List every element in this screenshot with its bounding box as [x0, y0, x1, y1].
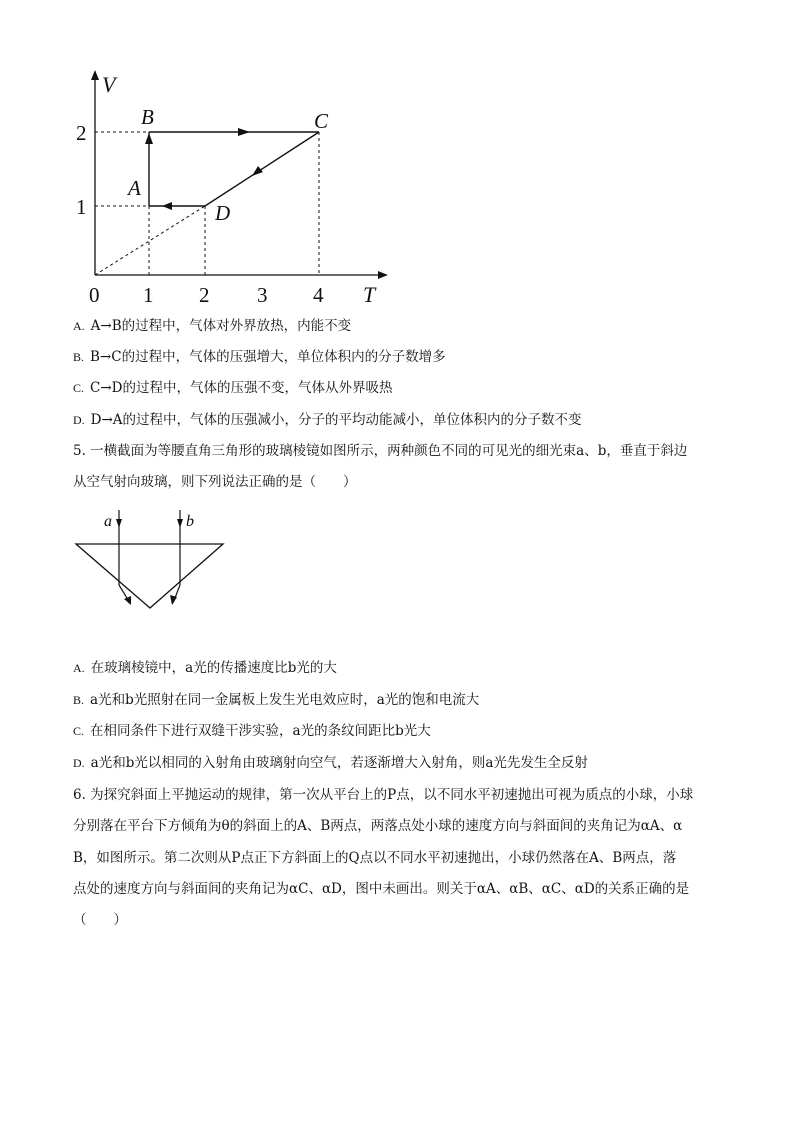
q6-line1: 6. 为探究斜面上平抛运动的规律，第一次从平台上的P点，以不同水平初速抛出可视为质点的小球，小球 — [73, 787, 694, 803]
q5-option-c: C. 在相同条件下进行双缝干涉实验，a光的条纹间距比b光大 — [73, 723, 431, 739]
arrow-ab — [145, 133, 153, 144]
beam-a-arrow-out — [124, 596, 131, 605]
q6-line4: 点处的速度方向与斜面间的夹角记为αC、αD，图中未画出。则关于αA、αB、αC、αD的关系正确的是 — [73, 881, 690, 897]
y-tick-2: 2 — [76, 121, 87, 145]
q6-line2: 分别落在平台下方倾角为θ的斜面上的A、B两点，两落点处小球的速度方向与斜面间的夹角记为αA、α — [73, 818, 683, 834]
beam-a-arrow-down — [116, 519, 122, 528]
arrow-bc — [238, 128, 250, 136]
segment-cd — [205, 132, 319, 206]
q5-option-b: B. a光和b光照射在同一金属板上发生光电效应时，a光的饱和电流大 — [73, 692, 480, 708]
point-d-label: D — [215, 201, 231, 225]
prism-diagram — [70, 505, 230, 617]
point-a-label: A — [128, 176, 141, 200]
q4-option-c: C. C→D的过程中，气体的压强不变，气体从外界吸热 — [73, 380, 393, 396]
axis-t-label: T — [363, 282, 376, 307]
vt-graph — [60, 60, 400, 310]
q6-line5: （ ） — [73, 912, 127, 928]
q5-stem-line1: 5. 一横截面为等腰直角三角形的玻璃棱镜如图所示，两种颜色不同的可见光的细光束a、b，垂直于斜边 — [73, 443, 688, 459]
q4-option-b: B. B→C的过程中，气体的压强增大，单位体积内的分子数增多 — [73, 349, 446, 365]
beam-b-arrow-down — [177, 519, 183, 528]
x-tick-3: 3 — [257, 283, 268, 307]
y-tick-1: 1 — [76, 195, 87, 219]
origin-label: 0 — [89, 283, 100, 307]
x-tick-4: 4 — [313, 283, 324, 307]
q5-option-d: D. a光和b光以相同的入射角由玻璃射向空气，若逐渐增大入射角，则a光先发生全反射 — [73, 755, 588, 771]
t-axis-arrow — [378, 271, 388, 279]
x-tick-2: 2 — [199, 283, 210, 307]
arrow-da — [162, 202, 172, 210]
axis-v-label: V — [102, 72, 116, 97]
q5-stem-line2: 从空气射向玻璃，则下列说法正确的是（ ） — [73, 474, 357, 490]
q4-option-d: D. D→A的过程中，气体的压强减小，分子的平均动能减小，单位体积内的分子数不变 — [73, 412, 582, 428]
prism-triangle — [76, 544, 223, 608]
v-axis-arrow — [91, 70, 99, 80]
point-c-label: C — [314, 109, 329, 133]
q5-option-a: A. 在玻璃棱镜中，a光的传播速度比b光的大 — [73, 660, 337, 676]
point-b-label: B — [141, 105, 154, 129]
arrow-cd — [252, 166, 263, 176]
dashed-origin-d — [95, 206, 205, 275]
q4-option-a: A. A→B的过程中，气体对外界放热，内能不变 — [73, 318, 352, 334]
beam-b-label: b — [186, 513, 194, 530]
beam-a-label: a — [104, 513, 112, 530]
x-tick-1: 1 — [143, 283, 154, 307]
q6-line3: B，如图所示。第二次则从P点正下方斜面上的Q点以不同水平初速抛出，小球仍然落在A、B两点，落 — [73, 850, 677, 866]
